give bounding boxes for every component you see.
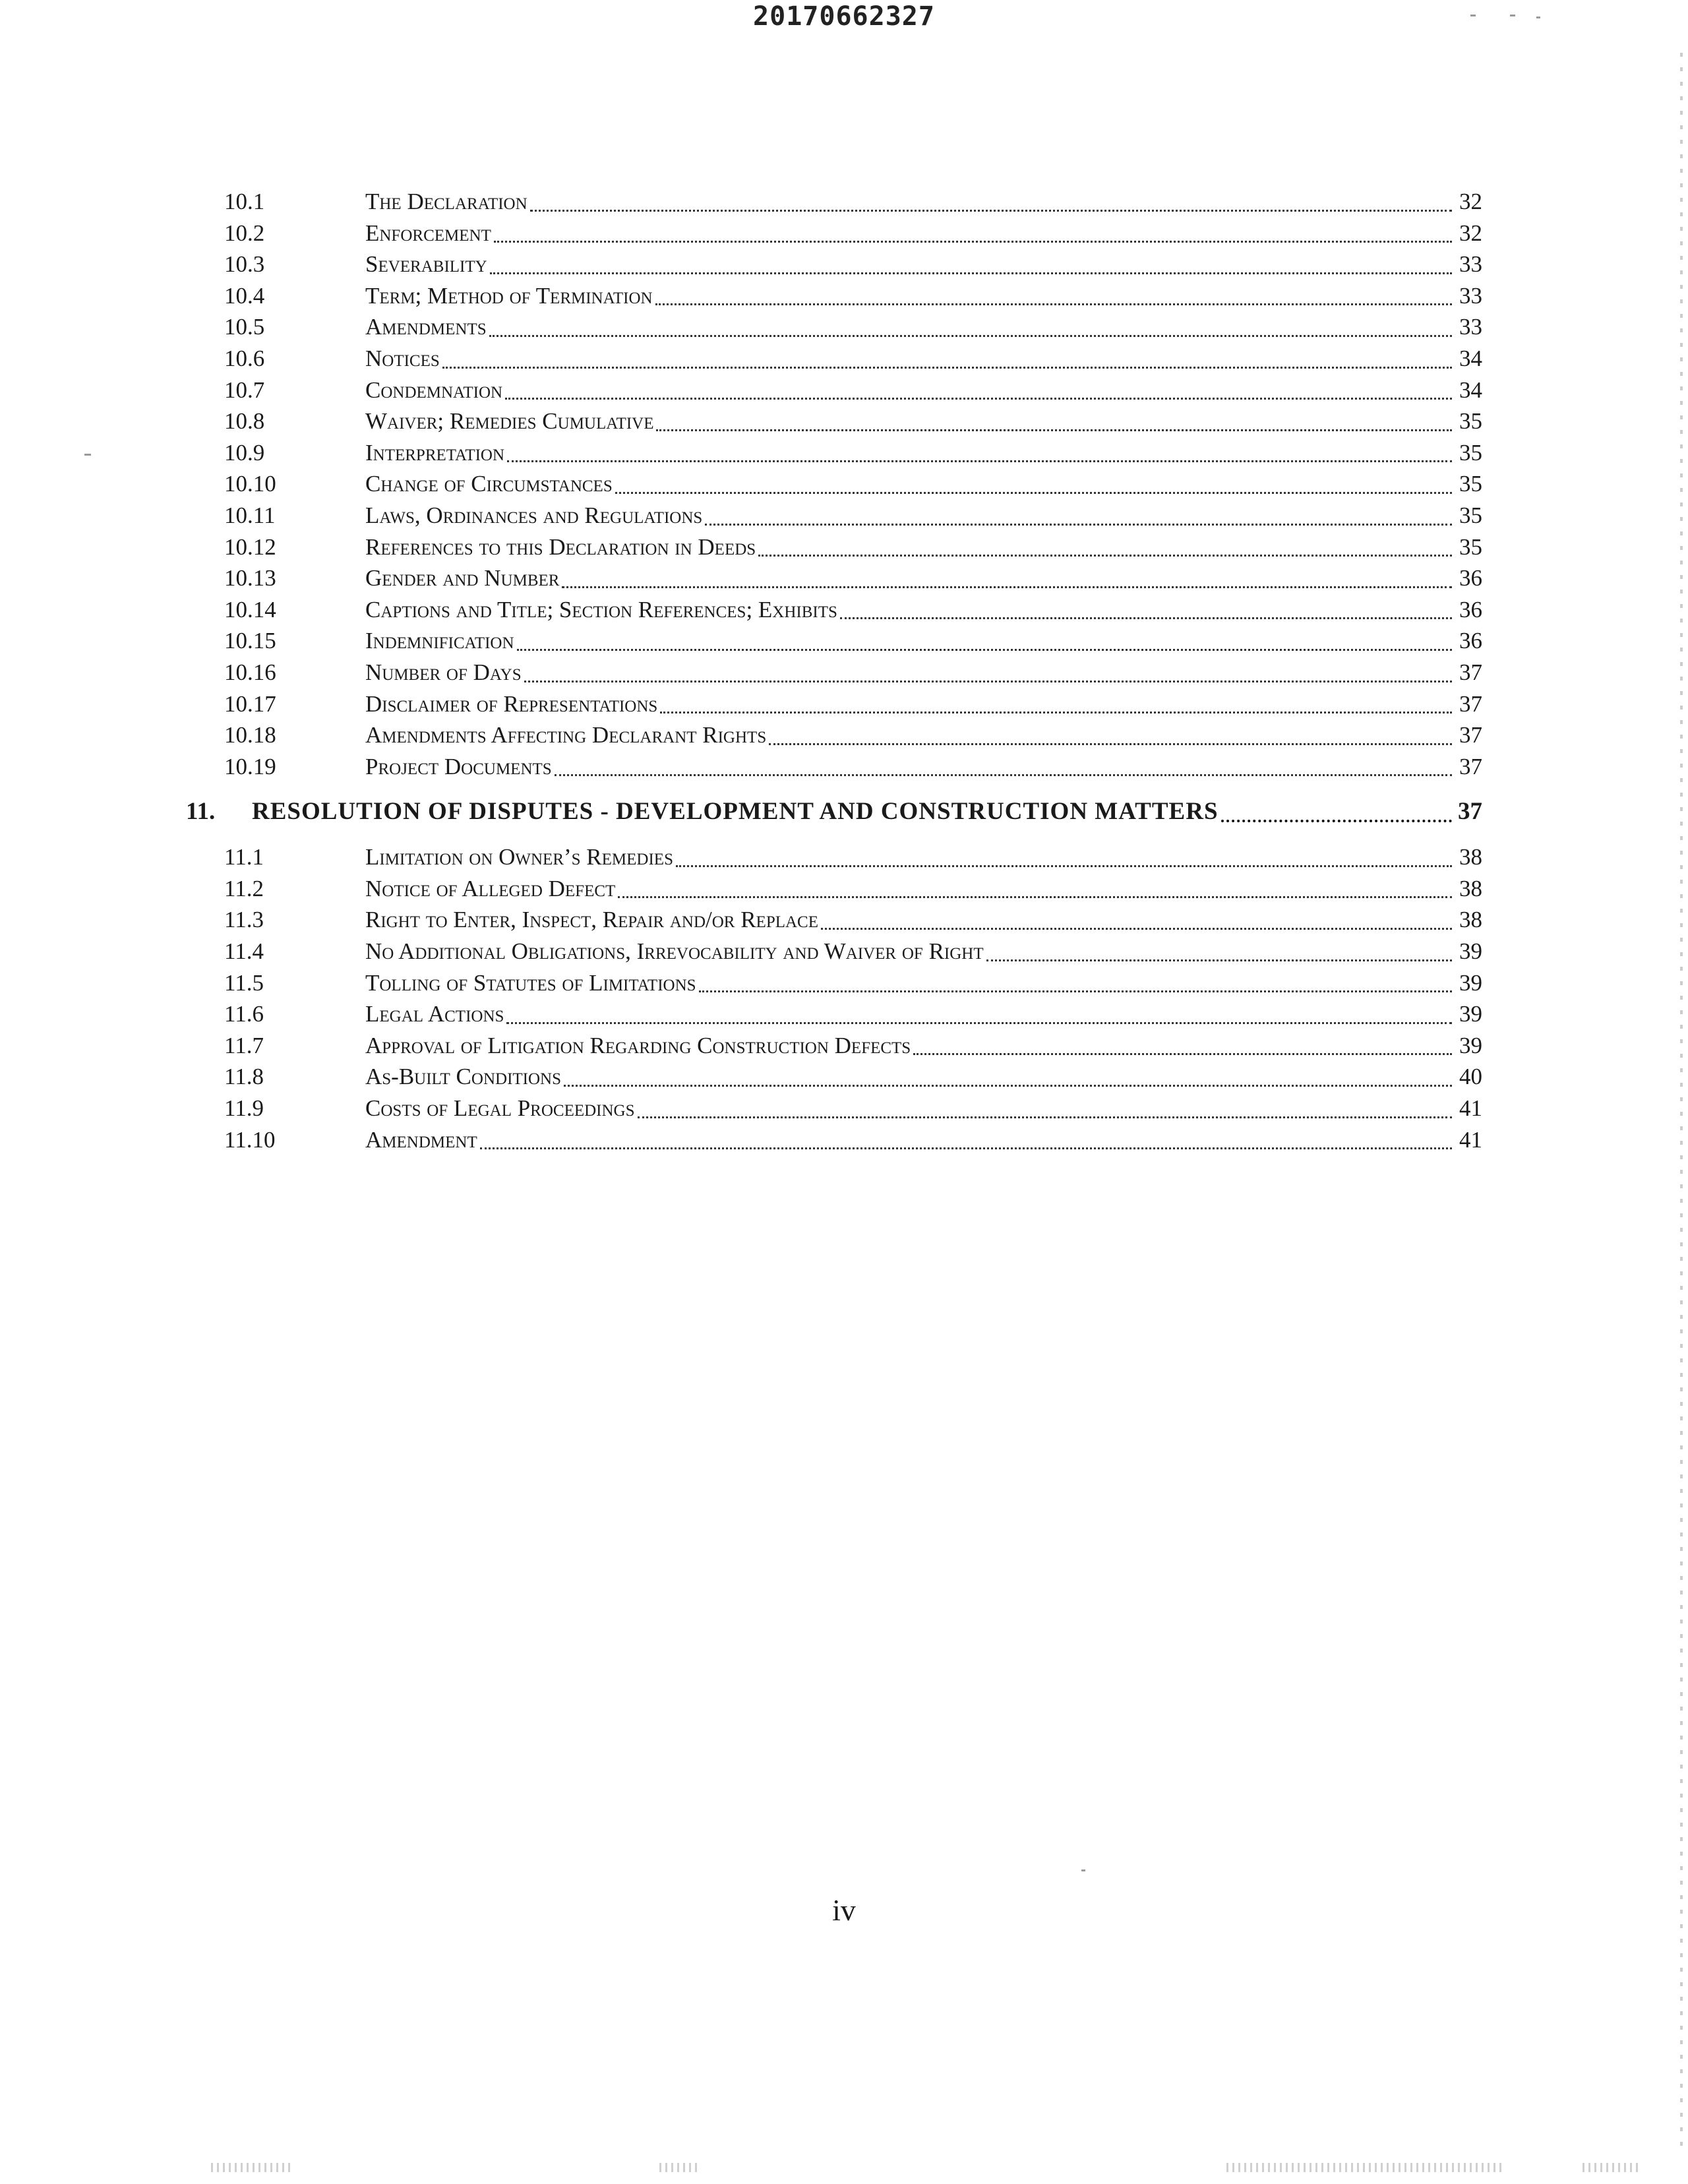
scan-noise [1226, 2163, 1503, 2172]
entry-number: 11.4 [224, 938, 264, 965]
dot-leader [821, 928, 1452, 930]
dot-leader [676, 865, 1452, 867]
dot-leader [507, 460, 1452, 462]
dot-leader [562, 586, 1452, 588]
entry-page: 35 [1459, 408, 1482, 435]
entry-page: 34 [1459, 377, 1482, 403]
scan-speck [1536, 16, 1540, 18]
entry-title: Gender and Number [365, 562, 562, 594]
dot-leader [699, 990, 1452, 992]
toc-entry[interactable] [178, 719, 1482, 751]
dot-leader [517, 649, 1452, 651]
scan-noise [211, 2163, 290, 2172]
scan-speck [1081, 1869, 1085, 1871]
section-11-entries [178, 841, 1482, 1155]
entry-page: 35 [1459, 439, 1482, 466]
dot-leader [769, 743, 1452, 745]
entry-number: 10.19 [224, 753, 276, 779]
toc-entry[interactable] [178, 873, 1482, 905]
entry-number: 11.8 [224, 1064, 264, 1090]
entry-title: Interpretation [365, 437, 507, 469]
toc-entry[interactable] [178, 936, 1482, 967]
entry-number: 10.1 [224, 189, 265, 214]
toc-entry[interactable] [178, 1061, 1482, 1093]
entry-number: 11.9 [224, 1095, 264, 1122]
entry-title: As-Built Conditions [365, 1061, 564, 1093]
entry-title: Laws, Ordinances and Regulations [365, 500, 705, 531]
entry-number: 10.5 [224, 314, 265, 340]
entry-title: The Declaration [365, 186, 530, 218]
entry-page: 35 [1459, 533, 1482, 560]
entry-page: 40 [1459, 1064, 1482, 1090]
dot-leader [615, 492, 1452, 494]
entry-page: 36 [1459, 628, 1482, 654]
entry-title: Notices [365, 343, 442, 375]
scan-noise [1582, 2163, 1642, 2172]
document-number: 20170662327 [753, 1, 935, 32]
entry-page: 38 [1459, 875, 1482, 901]
toc-entry[interactable] [178, 967, 1482, 999]
entry-title: Right to Enter, Inspect, Repair and/or Replace [365, 904, 821, 936]
dot-leader [660, 712, 1452, 713]
entry-page: 33 [1459, 282, 1482, 309]
dot-leader [480, 1147, 1452, 1149]
entry-number: 10.2 [224, 220, 265, 246]
entry-number: 11.5 [224, 969, 264, 996]
entry-title: Severability [365, 249, 490, 280]
entry-page: 39 [1459, 1032, 1482, 1058]
section-10-entries [178, 186, 1482, 782]
entry-page: 41 [1459, 1126, 1482, 1153]
dot-leader [705, 524, 1452, 526]
entry-page: 39 [1459, 938, 1482, 965]
entry-page: 36 [1459, 596, 1482, 622]
toc-entry[interactable] [178, 1093, 1482, 1124]
entry-page: 35 [1459, 471, 1482, 497]
dot-leader [442, 367, 1452, 369]
entry-title: References to this Declaration in Deeds [365, 531, 758, 563]
entry-title: Tolling of Statutes of Limitations [365, 967, 699, 999]
entry-number: 10.6 [224, 345, 265, 371]
entry-number: 10.10 [224, 471, 276, 497]
entry-number: 10.7 [224, 377, 265, 403]
entry-number: 11.2 [224, 875, 264, 901]
toc-entry[interactable] [178, 406, 1482, 437]
toc-entry[interactable] [178, 218, 1482, 249]
entry-number: 10.14 [224, 596, 276, 622]
entry-number: 11.6 [224, 1001, 264, 1027]
toc-entry[interactable] [178, 998, 1482, 1030]
entry-title: Approval of Litigation Regarding Construction Defects [365, 1030, 913, 1062]
toc-entry[interactable] [178, 437, 1482, 469]
toc-entry[interactable] [178, 468, 1482, 500]
dot-leader [490, 272, 1452, 274]
entry-page: 33 [1459, 314, 1482, 340]
entry-number: 10.13 [224, 565, 276, 592]
entry-page: 37 [1459, 690, 1482, 717]
toc-entry[interactable] [178, 594, 1482, 626]
entry-page: 37 [1459, 753, 1482, 779]
entry-number: 10.17 [224, 690, 276, 717]
entry-number: 10.12 [224, 533, 276, 560]
section-number: 11. [186, 798, 216, 826]
dot-leader [656, 429, 1452, 431]
dot-leader [489, 335, 1452, 337]
dot-leader [564, 1085, 1452, 1087]
entry-number: 10.8 [224, 408, 265, 435]
section-page: 37 [1458, 798, 1482, 826]
entry-title: Disclaimer of Representations [365, 688, 660, 720]
toc-entry[interactable] [178, 311, 1482, 343]
entry-title: Costs of Legal Proceedings [365, 1093, 638, 1124]
toc-entry[interactable] [178, 1124, 1482, 1156]
dot-leader [638, 1116, 1452, 1118]
entry-title: Project Documents [365, 751, 555, 783]
scan-noise [1680, 53, 1683, 2150]
dot-leader [986, 959, 1452, 961]
entry-title: Term; Method of Termination [365, 280, 655, 312]
entry-title: Amendments Affecting Declarant Rights [365, 719, 769, 751]
entry-title: Notice of Alleged Defect [365, 873, 618, 905]
scan-speck [1470, 15, 1476, 16]
entry-page: 32 [1459, 189, 1482, 214]
section-title: RESOLUTION OF DISPUTES - DEVELOPMENT AND CONSTRUCTION MATTERS [252, 795, 1221, 828]
toc-entry[interactable] [178, 562, 1482, 594]
entry-number: 10.11 [224, 502, 276, 528]
entry-page: 41 [1459, 1095, 1482, 1122]
entry-number: 11.10 [224, 1126, 276, 1153]
dot-leader [1221, 820, 1452, 822]
entry-title: Number of Days [365, 657, 524, 688]
toc-entry[interactable] [178, 904, 1482, 936]
scan-speck [84, 454, 91, 456]
dot-leader [505, 398, 1452, 400]
entry-page: 38 [1459, 907, 1482, 933]
entry-title: Amendments [365, 311, 489, 343]
entry-number: 11.1 [224, 844, 264, 870]
entry-number: 10.16 [224, 659, 276, 685]
dot-leader [840, 617, 1452, 619]
entry-page: 35 [1459, 502, 1482, 528]
entry-page: 37 [1459, 722, 1482, 748]
dot-leader [530, 210, 1452, 212]
scan-noise [659, 2163, 699, 2172]
dot-leader [555, 774, 1452, 776]
entry-number: 11.3 [224, 907, 264, 933]
entry-page: 36 [1459, 565, 1482, 592]
entry-title: Indemnification [365, 625, 517, 657]
toc-entry[interactable] [178, 625, 1482, 657]
toc-entry[interactable] [178, 375, 1482, 406]
entry-title: No Additional Obligations, Irrevocability and Waiver of Right [365, 936, 986, 967]
dot-leader [913, 1053, 1452, 1055]
dot-leader [655, 303, 1452, 305]
entry-number: 11.7 [224, 1032, 264, 1058]
entry-title: Amendment [365, 1124, 480, 1156]
entry-title: Enforcement [365, 218, 494, 249]
toc-entry[interactable] [178, 1030, 1482, 1062]
toc-entry[interactable] [178, 657, 1482, 688]
dot-leader [524, 681, 1452, 682]
entry-title: Limitation on Owner’s Remedies [365, 841, 676, 873]
entry-number: 10.18 [224, 722, 276, 748]
toc-entry[interactable] [178, 280, 1482, 312]
dot-leader [618, 896, 1452, 898]
scan-speck [1510, 15, 1515, 16]
entry-title: Change of Circumstances [365, 468, 615, 500]
table-of-contents [178, 186, 1482, 1155]
section-11-heading[interactable] [178, 795, 1482, 828]
entry-page: 32 [1459, 220, 1482, 246]
toc-entry[interactable] [178, 531, 1482, 563]
toc-entry[interactable] [178, 841, 1482, 873]
entry-page: 37 [1459, 659, 1482, 685]
entry-number: 10.9 [224, 439, 265, 466]
entry-number: 10.4 [224, 282, 265, 309]
entry-number: 10.15 [224, 628, 276, 654]
toc-entry[interactable] [178, 343, 1482, 375]
entry-page: 38 [1459, 844, 1482, 870]
entry-title: Captions and Title; Section References; Exhibits [365, 594, 840, 626]
toc-entry[interactable] [178, 751, 1482, 783]
entry-page: 33 [1459, 251, 1482, 278]
entry-title: Condemnation [365, 375, 505, 406]
toc-entry[interactable] [178, 249, 1482, 280]
dot-leader [494, 241, 1452, 243]
dot-leader [758, 555, 1452, 557]
entry-page: 34 [1459, 345, 1482, 371]
page-number: iv [832, 1893, 856, 1927]
entry-page: 39 [1459, 1001, 1482, 1027]
dot-leader [506, 1022, 1452, 1024]
toc-entry[interactable] [178, 500, 1482, 531]
entry-title: Legal Actions [365, 998, 506, 1030]
toc-entry[interactable] [178, 186, 1482, 218]
toc-entry[interactable] [178, 688, 1482, 720]
entry-number: 10.3 [224, 251, 265, 278]
entry-title: Waiver; Remedies Cumulative [365, 406, 656, 437]
entry-page: 39 [1459, 969, 1482, 996]
